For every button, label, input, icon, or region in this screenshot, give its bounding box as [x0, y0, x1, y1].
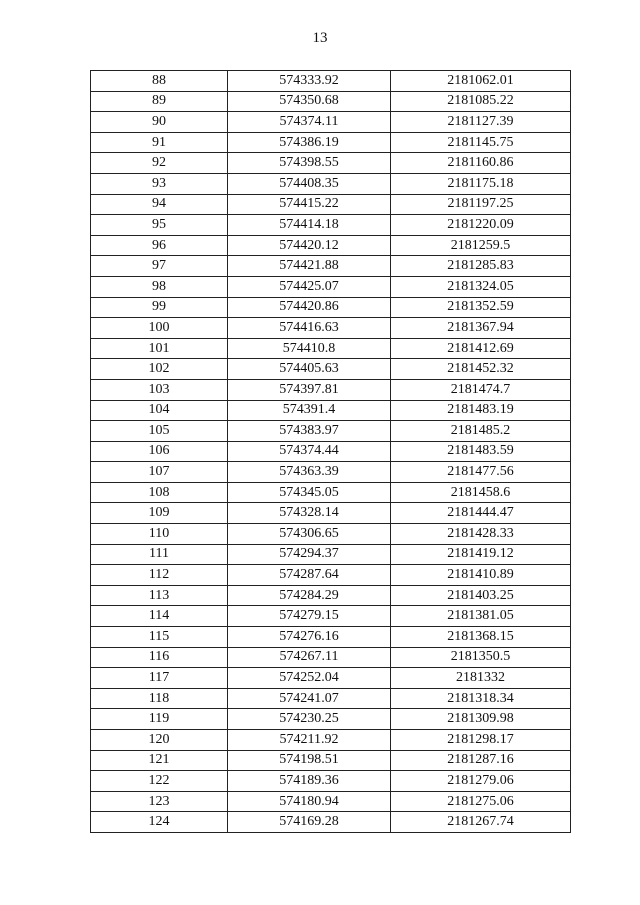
x-coordinate-cell: 574267.11	[228, 647, 391, 668]
table-row	[91, 379, 571, 400]
x-coordinate-cell: 574287.64	[228, 565, 391, 586]
y-coordinate-cell: 2181197.25	[391, 194, 571, 215]
y-coordinate-cell: 2181485.2	[391, 421, 571, 442]
x-coordinate-cell: 574180.94	[228, 791, 391, 812]
point-number-cell: 106	[91, 441, 228, 462]
point-number-cell: 115	[91, 627, 228, 648]
table-row	[91, 235, 571, 256]
coordinates-table	[90, 70, 571, 833]
x-coordinate-cell: 574425.07	[228, 276, 391, 297]
y-coordinate-cell: 2181403.25	[391, 585, 571, 606]
table-row	[91, 771, 571, 792]
y-coordinate-cell: 2181145.75	[391, 132, 571, 153]
point-number-cell: 113	[91, 585, 228, 606]
x-coordinate-cell: 574363.39	[228, 462, 391, 483]
table-row	[91, 585, 571, 606]
table-row	[91, 812, 571, 833]
x-coordinate-cell: 574421.88	[228, 256, 391, 277]
table-row	[91, 688, 571, 709]
point-number-cell: 111	[91, 544, 228, 565]
point-number-cell: 100	[91, 318, 228, 339]
x-coordinate-cell: 574241.07	[228, 688, 391, 709]
x-coordinate-cell: 574374.11	[228, 112, 391, 133]
table-row	[91, 400, 571, 421]
table-row	[91, 482, 571, 503]
y-coordinate-cell: 2181477.56	[391, 462, 571, 483]
point-number-cell: 101	[91, 338, 228, 359]
point-number-cell: 104	[91, 400, 228, 421]
y-coordinate-cell: 2181452.32	[391, 359, 571, 380]
table-row	[91, 256, 571, 277]
coordinates-table-body	[91, 71, 571, 833]
point-number-cell: 121	[91, 750, 228, 771]
point-number-cell: 97	[91, 256, 228, 277]
x-coordinate-cell: 574410.8	[228, 338, 391, 359]
table-row	[91, 215, 571, 236]
table-row	[91, 647, 571, 668]
y-coordinate-cell: 2181381.05	[391, 606, 571, 627]
x-coordinate-cell: 574420.12	[228, 235, 391, 256]
table-row	[91, 462, 571, 483]
table-row	[91, 441, 571, 462]
y-coordinate-cell: 2181367.94	[391, 318, 571, 339]
table-row	[91, 153, 571, 174]
page-number: 13	[312, 30, 328, 46]
point-number-cell: 118	[91, 688, 228, 709]
y-coordinate-cell: 2181275.06	[391, 791, 571, 812]
x-coordinate-cell: 574420.86	[228, 297, 391, 318]
y-coordinate-cell: 2181259.5	[391, 235, 571, 256]
x-coordinate-cell: 574333.92	[228, 71, 391, 92]
table-row	[91, 91, 571, 112]
point-number-cell: 93	[91, 173, 228, 194]
y-coordinate-cell: 2181428.33	[391, 524, 571, 545]
y-coordinate-cell: 2181298.17	[391, 730, 571, 751]
y-coordinate-cell: 2181318.34	[391, 688, 571, 709]
x-coordinate-cell: 574345.05	[228, 482, 391, 503]
point-number-cell: 88	[91, 71, 228, 92]
x-coordinate-cell: 574328.14	[228, 503, 391, 524]
x-coordinate-cell: 574189.36	[228, 771, 391, 792]
point-number-cell: 92	[91, 153, 228, 174]
table-row	[91, 565, 571, 586]
table-row	[91, 750, 571, 771]
table-row	[91, 338, 571, 359]
x-coordinate-cell: 574211.92	[228, 730, 391, 751]
y-coordinate-cell: 2181350.5	[391, 647, 571, 668]
point-number-cell: 98	[91, 276, 228, 297]
table-row	[91, 132, 571, 153]
x-coordinate-cell: 574198.51	[228, 750, 391, 771]
y-coordinate-cell: 2181220.09	[391, 215, 571, 236]
point-number-cell: 103	[91, 379, 228, 400]
x-coordinate-cell: 574230.25	[228, 709, 391, 730]
y-coordinate-cell: 2181175.18	[391, 173, 571, 194]
table-row	[91, 606, 571, 627]
point-number-cell: 119	[91, 709, 228, 730]
y-coordinate-cell: 2181444.47	[391, 503, 571, 524]
y-coordinate-cell: 2181368.15	[391, 627, 571, 648]
y-coordinate-cell: 2181352.59	[391, 297, 571, 318]
x-coordinate-cell: 574294.37	[228, 544, 391, 565]
x-coordinate-cell: 574415.22	[228, 194, 391, 215]
x-coordinate-cell: 574386.19	[228, 132, 391, 153]
table-row	[91, 276, 571, 297]
y-coordinate-cell: 2181419.12	[391, 544, 571, 565]
point-number-cell: 123	[91, 791, 228, 812]
table-row	[91, 730, 571, 751]
point-number-cell: 117	[91, 668, 228, 689]
point-number-cell: 112	[91, 565, 228, 586]
table-row	[91, 173, 571, 194]
y-coordinate-cell: 2181483.59	[391, 441, 571, 462]
y-coordinate-cell: 2181287.16	[391, 750, 571, 771]
point-number-cell: 89	[91, 91, 228, 112]
y-coordinate-cell: 2181332	[391, 668, 571, 689]
table-row	[91, 112, 571, 133]
table-row	[91, 524, 571, 545]
point-number-cell: 120	[91, 730, 228, 751]
table-row	[91, 318, 571, 339]
x-coordinate-cell: 574416.63	[228, 318, 391, 339]
table-row	[91, 544, 571, 565]
point-number-cell: 90	[91, 112, 228, 133]
y-coordinate-cell: 2181127.39	[391, 112, 571, 133]
y-coordinate-cell: 2181062.01	[391, 71, 571, 92]
point-number-cell: 124	[91, 812, 228, 833]
point-number-cell: 114	[91, 606, 228, 627]
y-coordinate-cell: 2181085.22	[391, 91, 571, 112]
table-row	[91, 791, 571, 812]
y-coordinate-cell: 2181412.69	[391, 338, 571, 359]
table-row	[91, 297, 571, 318]
point-number-cell: 110	[91, 524, 228, 545]
point-number-cell: 107	[91, 462, 228, 483]
table-row	[91, 359, 571, 380]
table-row	[91, 709, 571, 730]
x-coordinate-cell: 574276.16	[228, 627, 391, 648]
x-coordinate-cell: 574169.28	[228, 812, 391, 833]
y-coordinate-cell: 2181324.05	[391, 276, 571, 297]
x-coordinate-cell: 574408.35	[228, 173, 391, 194]
table-row	[91, 194, 571, 215]
x-coordinate-cell: 574383.97	[228, 421, 391, 442]
x-coordinate-cell: 574414.18	[228, 215, 391, 236]
y-coordinate-cell: 2181483.19	[391, 400, 571, 421]
x-coordinate-cell: 574374.44	[228, 441, 391, 462]
y-coordinate-cell: 2181474.7	[391, 379, 571, 400]
x-coordinate-cell: 574391.4	[228, 400, 391, 421]
x-coordinate-cell: 574397.81	[228, 379, 391, 400]
y-coordinate-cell: 2181279.06	[391, 771, 571, 792]
point-number-cell: 96	[91, 235, 228, 256]
point-number-cell: 116	[91, 647, 228, 668]
point-number-cell: 95	[91, 215, 228, 236]
point-number-cell: 122	[91, 771, 228, 792]
x-coordinate-cell: 574252.04	[228, 668, 391, 689]
table-row	[91, 627, 571, 648]
point-number-cell: 108	[91, 482, 228, 503]
x-coordinate-cell: 574279.15	[228, 606, 391, 627]
table-row	[91, 668, 571, 689]
y-coordinate-cell: 2181458.6	[391, 482, 571, 503]
table-row	[91, 503, 571, 524]
point-number-cell: 99	[91, 297, 228, 318]
y-coordinate-cell: 2181309.98	[391, 709, 571, 730]
point-number-cell: 94	[91, 194, 228, 215]
point-number-cell: 102	[91, 359, 228, 380]
x-coordinate-cell: 574350.68	[228, 91, 391, 112]
point-number-cell: 109	[91, 503, 228, 524]
y-coordinate-cell: 2181267.74	[391, 812, 571, 833]
point-number-cell: 91	[91, 132, 228, 153]
y-coordinate-cell: 2181160.86	[391, 153, 571, 174]
point-number-cell: 105	[91, 421, 228, 442]
x-coordinate-cell: 574284.29	[228, 585, 391, 606]
x-coordinate-cell: 574405.63	[228, 359, 391, 380]
table-row	[91, 71, 571, 92]
y-coordinate-cell: 2181410.89	[391, 565, 571, 586]
x-coordinate-cell: 574398.55	[228, 153, 391, 174]
table-row	[91, 421, 571, 442]
x-coordinate-cell: 574306.65	[228, 524, 391, 545]
y-coordinate-cell: 2181285.83	[391, 256, 571, 277]
